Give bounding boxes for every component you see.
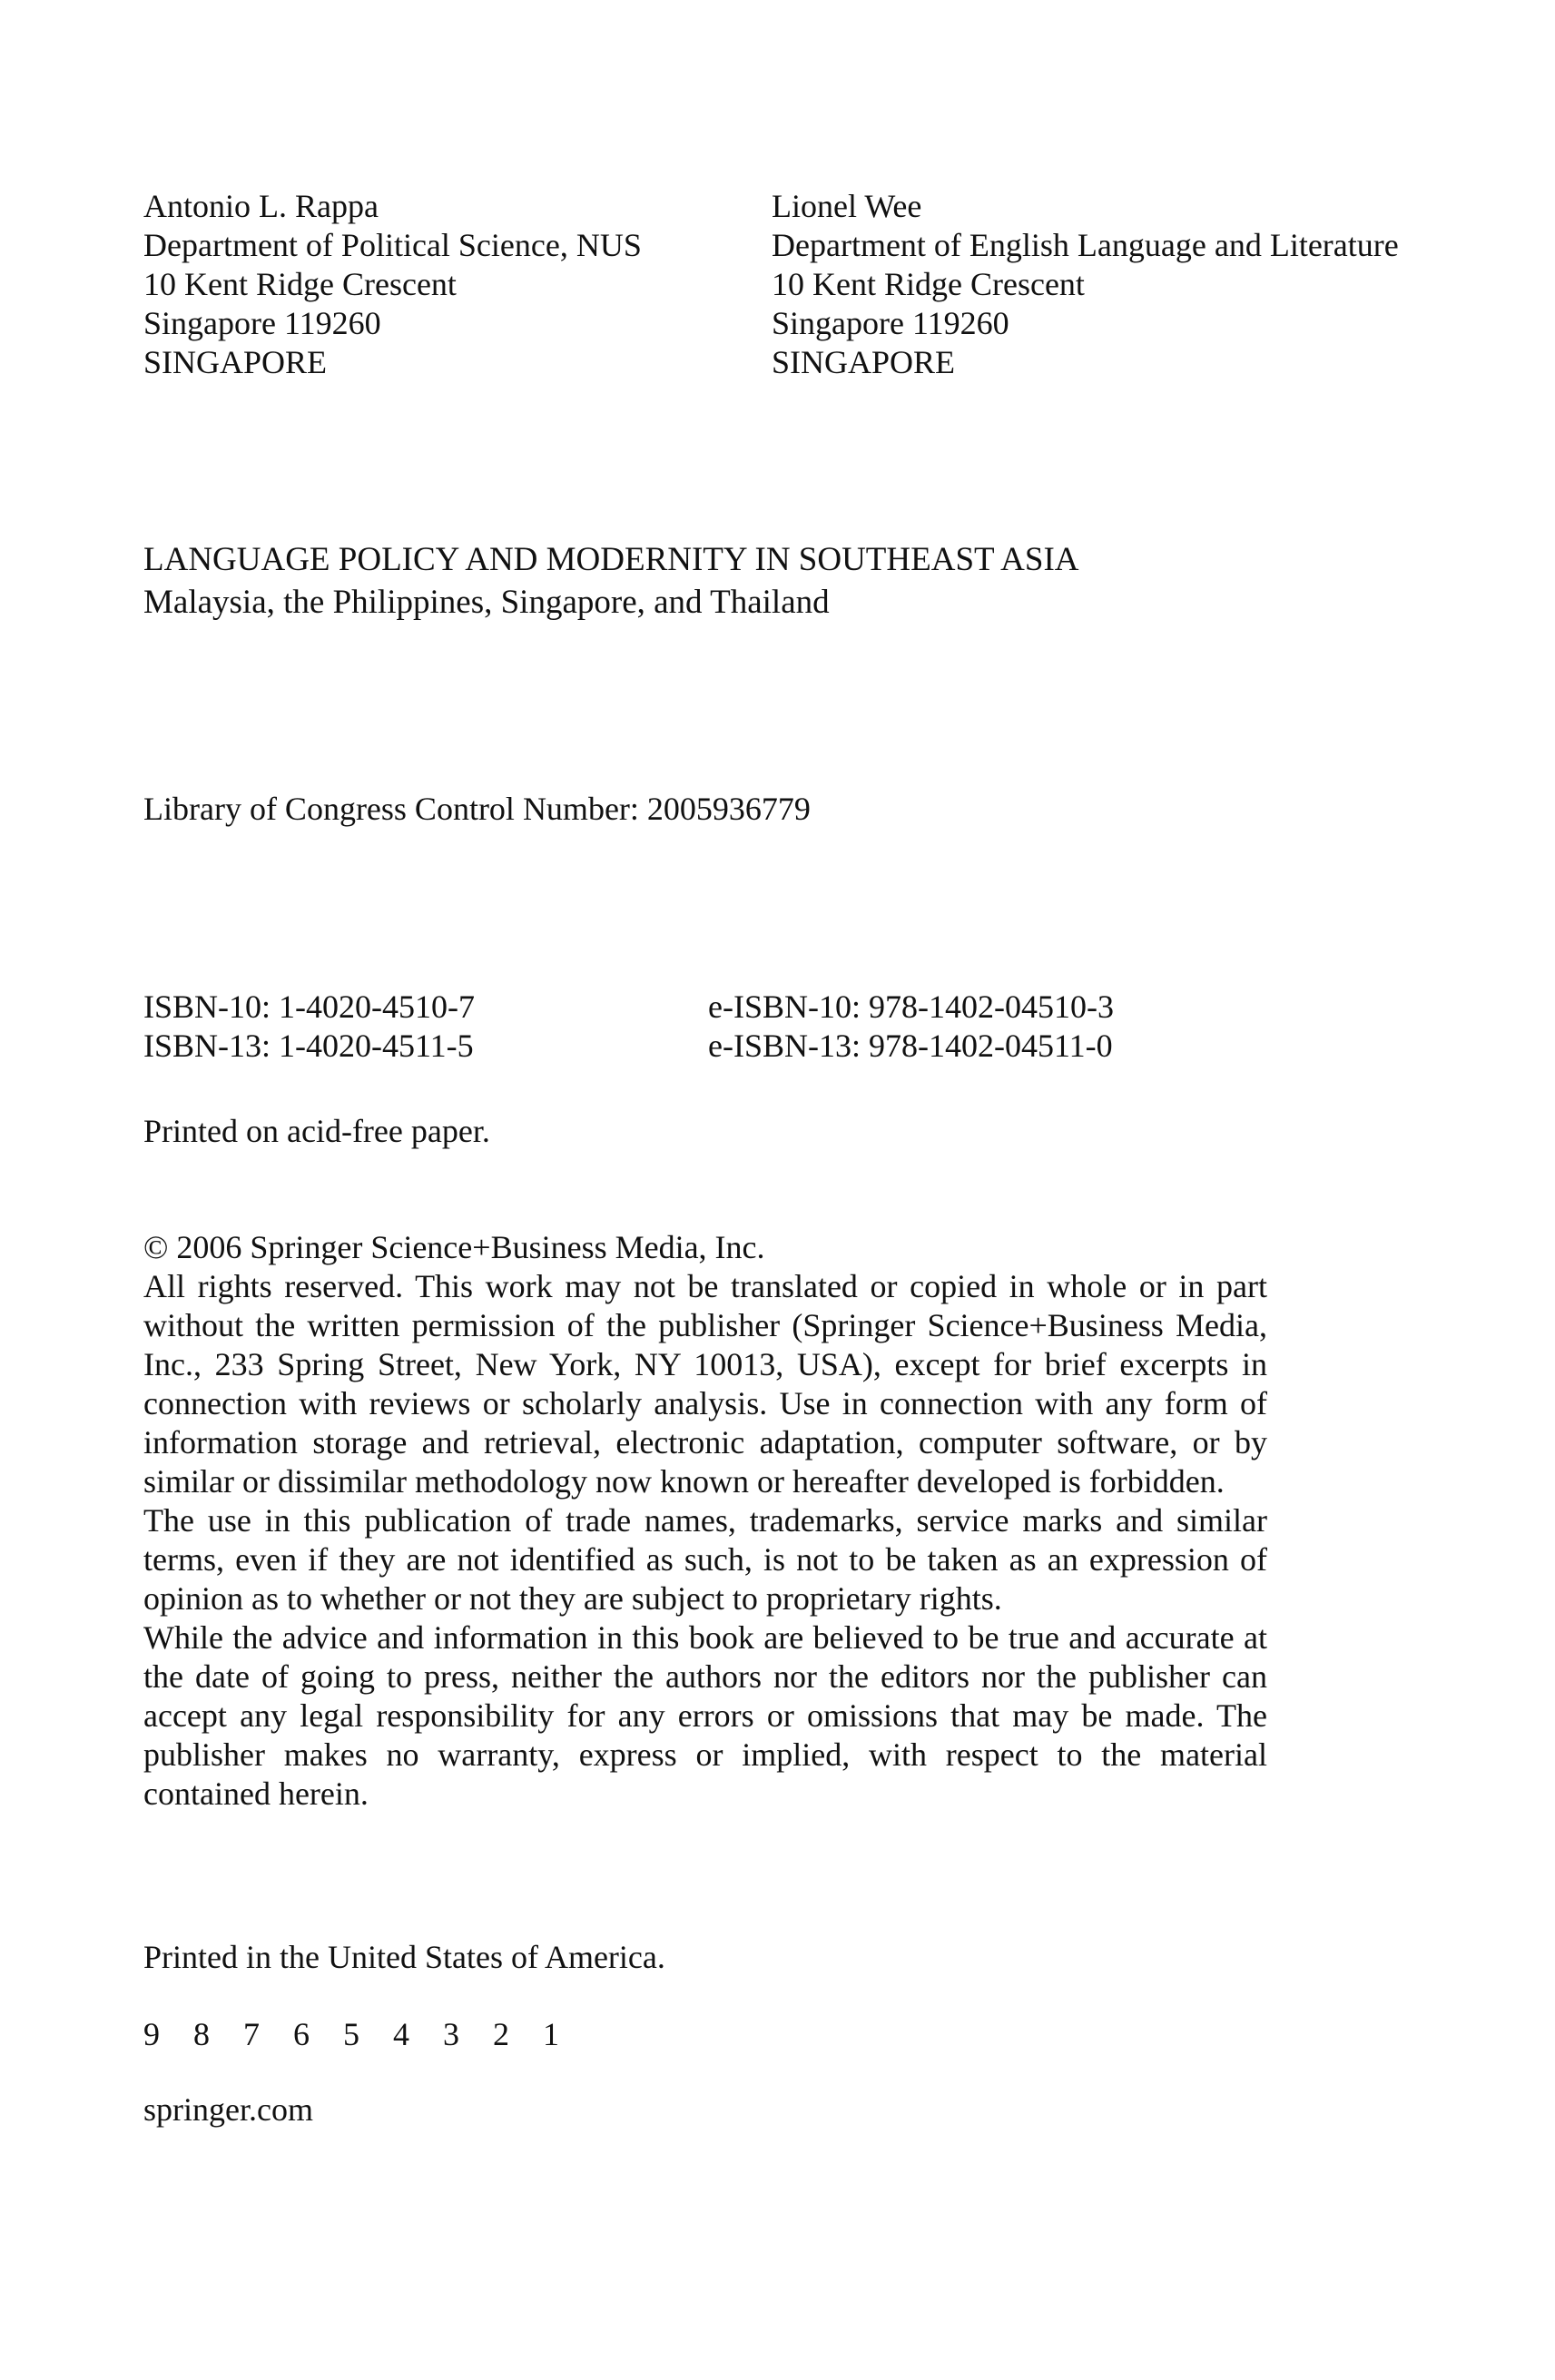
trademarks-paragraph: The use in this publication of trade names, trademarks, service marks and similar terms, even if they are not identified as such, is not to be taken as an expression of opinion as to whether or not they are subject to proprietary rights. [143, 1502, 1267, 1617]
publisher-website [143, 2090, 313, 2129]
printed-in [143, 1938, 665, 1977]
copyright-line: © 2006 Springer Science+Business Media, Inc. [143, 1229, 765, 1265]
printer-key-numbers: 9 8 7 6 5 4 3 2 1 [143, 2016, 572, 2052]
book-title-block [143, 538, 1079, 624]
book-subtitle: Malaysia, the Philippines, Singapore, and Thailand [143, 584, 830, 621]
author-department: Department of English Language and Literature [772, 227, 1399, 263]
disclaimer-paragraph: While the advice and information in this book are believed to be true and accurate at the date of going to press, neither the authors nor the editors nor the publisher can accept any legal responsibility for any errors or omissions that may be made. The publisher makes no warranty, express or implied, with respect to the material contained herein. [143, 1619, 1267, 1812]
lccn-text: Library of Congress Control Number: 2005936779 [143, 791, 811, 827]
author-city: Singapore 119260 [143, 305, 381, 341]
printer-key [143, 2015, 572, 2054]
rights-paragraph: All rights reserved. This work may not be translated or copied in whole or in part without the written permission of the publisher (Springer Science+Business Media, Inc., 233 Spring Street, New York, NY 10013, USA), except for brief excerpts in connection with reviews or scholarly analysis. Use in connection with any form of information storage and retrieval, electronic adaptation, computer software, or by similar or dissimilar methodology now known or hereafter developed is forbidden. [143, 1268, 1267, 1500]
author-department: Department of Political Science, NUS [143, 227, 642, 263]
author-address-left [143, 187, 642, 382]
author-name: Lionel Wee [772, 188, 922, 224]
acid-free-note [143, 1112, 490, 1151]
isbn-print [143, 988, 475, 1066]
isbn-13: ISBN-13: 1-4020-4511-5 [143, 1028, 474, 1064]
book-title: LANGUAGE POLICY AND MODERNITY IN SOUTHEAST ASIA [143, 541, 1079, 578]
isbn-electronic [708, 988, 1114, 1066]
author-country: SINGAPORE [772, 344, 956, 380]
printed-in-text: Printed in the United States of America. [143, 1939, 665, 1975]
isbn-10: ISBN-10: 1-4020-4510-7 [143, 988, 475, 1025]
lccn [143, 790, 811, 829]
eisbn-13: e-ISBN-13: 978-1402-04511-0 [708, 1028, 1113, 1064]
author-address-right [772, 187, 1399, 382]
author-country: SINGAPORE [143, 344, 328, 380]
author-city: Singapore 119260 [772, 305, 1009, 341]
copyright-block [143, 1228, 1267, 1814]
acid-free-text: Printed on acid-free paper. [143, 1113, 490, 1149]
author-street: 10 Kent Ridge Crescent [772, 266, 1085, 302]
author-name: Antonio L. Rappa [143, 188, 379, 224]
eisbn-10: e-ISBN-10: 978-1402-04510-3 [708, 988, 1114, 1025]
website-text: springer.com [143, 2091, 313, 2128]
author-street: 10 Kent Ridge Crescent [143, 266, 457, 302]
